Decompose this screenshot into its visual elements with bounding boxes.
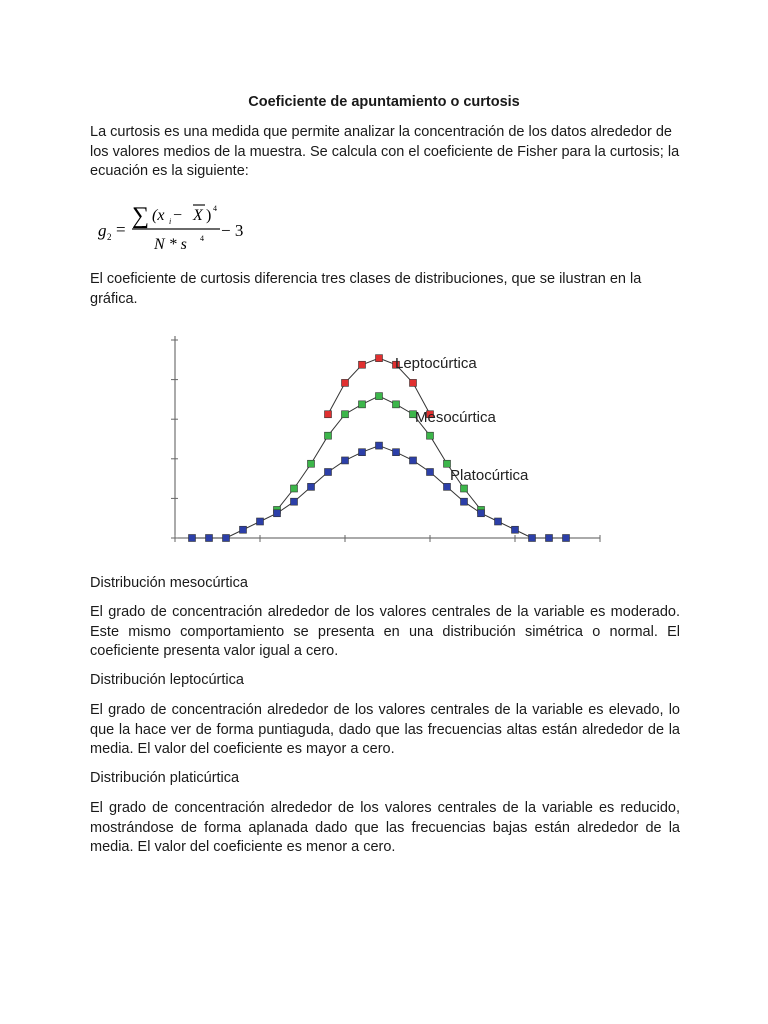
data-point bbox=[563, 535, 570, 542]
data-point bbox=[189, 535, 196, 542]
formula-numerator-close: ) bbox=[206, 207, 212, 224]
formula-numerator-minus: − bbox=[173, 207, 183, 224]
series-label-2: Platocúrtica bbox=[450, 467, 529, 484]
data-point bbox=[308, 483, 315, 490]
data-point bbox=[461, 485, 468, 492]
section-heading-leptocurtica: Distribución leptocúrtica bbox=[90, 672, 244, 688]
data-point bbox=[342, 457, 349, 464]
data-point bbox=[512, 526, 519, 533]
data-point bbox=[427, 469, 434, 476]
formula-numerator-subscript: i bbox=[169, 217, 172, 226]
section-body-mesocurtica: El grado de concentración alrededor de los valores centrales de la variable es moderado. Este mismo comportamiento se presenta en una distribución simétrica o normal. El coeficiente presenta valor igual a cero. bbox=[90, 604, 680, 659]
data-point bbox=[325, 411, 332, 418]
series-label-0: Leptocúrtica bbox=[395, 355, 477, 372]
data-point bbox=[342, 411, 349, 418]
formula-denominator-exponent: 4 bbox=[200, 234, 204, 243]
page-title: Coeficiente de apuntamiento o curtosis bbox=[248, 94, 520, 110]
graph-intro-paragraph: El coeficiente de curtosis diferencia tres clases de distribuciones, que se ilustran en la gráfica. bbox=[90, 271, 642, 307]
data-point bbox=[410, 379, 417, 386]
formula-numerator-xbar: X bbox=[193, 207, 203, 224]
data-point bbox=[410, 457, 417, 464]
data-point bbox=[359, 361, 366, 368]
data-point bbox=[376, 393, 383, 400]
series-line-2 bbox=[192, 446, 566, 538]
data-point bbox=[393, 401, 400, 408]
data-point bbox=[308, 460, 315, 467]
data-point bbox=[342, 379, 349, 386]
section-body-leptocurtica: El grado de concentración alrededor de los valores centrales de la variable es elevado, lo que la hace ver de forma puntiaguda, dado que las frecuencias altas están alrededor de la media. El valor del coeficiente es mayor a cero. bbox=[90, 702, 680, 757]
data-point bbox=[393, 449, 400, 456]
data-point bbox=[444, 483, 451, 490]
data-point bbox=[478, 510, 485, 517]
data-point bbox=[223, 535, 230, 542]
formula-denominator: N * s bbox=[154, 236, 187, 253]
data-point bbox=[274, 510, 281, 517]
data-point bbox=[529, 535, 536, 542]
formula-lhs-subscript: 2 bbox=[107, 232, 112, 242]
formula-numerator: (x bbox=[152, 207, 165, 224]
data-point bbox=[495, 518, 502, 525]
data-point bbox=[325, 469, 332, 476]
data-point bbox=[359, 401, 366, 408]
formula-numerator-exponent: 4 bbox=[213, 204, 217, 213]
data-point bbox=[376, 355, 383, 362]
data-point bbox=[257, 518, 264, 525]
intro-paragraph: La curtosis es una medida que permite analizar la concentración de los datos alrededor de los valores medios de la muestra. Se calcula con el coeficiente de Fisher para la curtosis; la ecuación es la siguiente: bbox=[90, 124, 680, 179]
data-point bbox=[291, 485, 298, 492]
section-heading-platicurtica: Distribución platicúrtica bbox=[90, 770, 240, 786]
section-heading-mesocurtica: Distribución mesocúrtica bbox=[90, 575, 248, 591]
formula-equals: = bbox=[116, 220, 126, 239]
data-point bbox=[240, 526, 247, 533]
data-point bbox=[546, 535, 553, 542]
data-point bbox=[461, 498, 468, 505]
data-point bbox=[376, 442, 383, 449]
data-point bbox=[359, 449, 366, 456]
formula-sum-symbol: ∑ bbox=[132, 203, 150, 229]
data-point bbox=[325, 432, 332, 439]
section-body-platicurtica: El grado de concentración alrededor de los valores centrales de la variable es reducido, mostrándose de forma aplanada dado que las frecuencias bajas están alrededor de la media. El valor del coeficiente es menor a cero. bbox=[90, 800, 680, 855]
kurtosis-chart bbox=[150, 330, 610, 555]
formula-lhs: g bbox=[98, 221, 107, 240]
series-label-1: Mesocúrtica bbox=[415, 409, 496, 426]
data-point bbox=[206, 535, 213, 542]
fisher-formula bbox=[96, 196, 276, 256]
data-point bbox=[291, 498, 298, 505]
formula-minus-three: − 3 bbox=[221, 221, 244, 240]
data-point bbox=[427, 432, 434, 439]
